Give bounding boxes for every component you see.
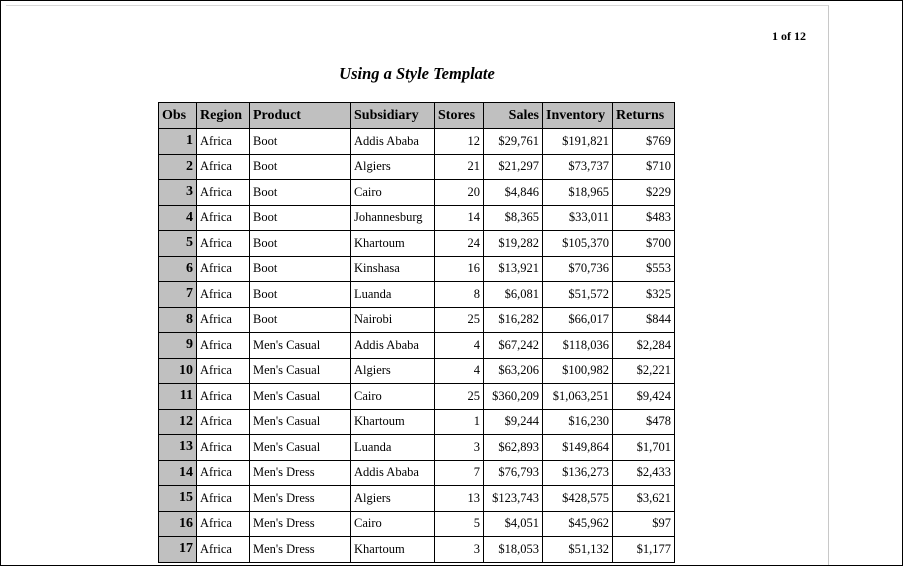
cell-product: Men's Casual (250, 409, 351, 435)
cell-region: Africa (197, 129, 250, 155)
cell-inventory: $1,063,251 (543, 384, 613, 410)
cell-product: Men's Casual (250, 435, 351, 461)
cell-returns: $9,424 (613, 384, 675, 410)
cell-sales: $21,297 (484, 154, 543, 180)
cell-stores: 16 (435, 256, 484, 282)
cell-product: Boot (250, 282, 351, 308)
cell-region: Africa (197, 333, 250, 359)
header-stores: Stores (435, 103, 484, 129)
table-row (159, 333, 675, 359)
page-indicator: 1 of 12 (772, 29, 806, 43)
header-sales: Sales (484, 103, 543, 129)
cell-obs: 13 (159, 435, 197, 461)
cell-stores: 8 (435, 282, 484, 308)
table-row (159, 231, 675, 257)
table-row (159, 256, 675, 282)
cell-obs: 9 (159, 333, 197, 359)
cell-region: Africa (197, 384, 250, 410)
table-row (159, 129, 675, 155)
cell-obs: 3 (159, 180, 197, 206)
cell-product: Men's Dress (250, 486, 351, 512)
cell-subsidiary: Algiers (351, 358, 435, 384)
cell-stores: 12 (435, 129, 484, 155)
cell-returns: $229 (613, 180, 675, 206)
cell-inventory: $149,864 (543, 435, 613, 461)
cell-product: Boot (250, 205, 351, 231)
cell-subsidiary: Khartoum (351, 231, 435, 257)
header-obs: Obs (159, 103, 197, 129)
cell-product: Men's Dress (250, 460, 351, 486)
cell-region: Africa (197, 511, 250, 537)
cell-obs: 10 (159, 358, 197, 384)
cell-returns: $710 (613, 154, 675, 180)
cell-region: Africa (197, 231, 250, 257)
header-row (159, 103, 675, 129)
cell-product: Men's Casual (250, 358, 351, 384)
cell-sales: $18,053 (484, 537, 543, 563)
report-page (6, 5, 829, 566)
cell-product: Boot (250, 129, 351, 155)
cell-sales: $67,242 (484, 333, 543, 359)
cell-stores: 5 (435, 511, 484, 537)
cell-stores: 13 (435, 486, 484, 512)
cell-sales: $8,365 (484, 205, 543, 231)
cell-subsidiary: Algiers (351, 154, 435, 180)
cell-stores: 7 (435, 460, 484, 486)
cell-sales: $6,081 (484, 282, 543, 308)
cell-sales: $16,282 (484, 307, 543, 333)
cell-subsidiary: Addis Ababa (351, 460, 435, 486)
cell-inventory: $136,273 (543, 460, 613, 486)
header-inventory: Inventory (543, 103, 613, 129)
cell-subsidiary: Khartoum (351, 409, 435, 435)
cell-inventory: $73,737 (543, 154, 613, 180)
cell-stores: 25 (435, 384, 484, 410)
cell-returns: $553 (613, 256, 675, 282)
table-row (159, 384, 675, 410)
cell-region: Africa (197, 256, 250, 282)
cell-stores: 25 (435, 307, 484, 333)
cell-subsidiary: Nairobi (351, 307, 435, 333)
cell-sales: $62,893 (484, 435, 543, 461)
header-product: Product (250, 103, 351, 129)
cell-obs: 14 (159, 460, 197, 486)
table-row (159, 435, 675, 461)
cell-product: Men's Casual (250, 384, 351, 410)
cell-obs: 5 (159, 231, 197, 257)
cell-inventory: $118,036 (543, 333, 613, 359)
cell-stores: 14 (435, 205, 484, 231)
cell-sales: $123,743 (484, 486, 543, 512)
cell-product: Men's Dress (250, 537, 351, 563)
cell-region: Africa (197, 460, 250, 486)
cell-obs: 16 (159, 511, 197, 537)
cell-stores: 1 (435, 409, 484, 435)
cell-subsidiary: Addis Ababa (351, 333, 435, 359)
cell-stores: 24 (435, 231, 484, 257)
cell-returns: $478 (613, 409, 675, 435)
cell-product: Boot (250, 231, 351, 257)
cell-returns: $483 (613, 205, 675, 231)
cell-returns: $97 (613, 511, 675, 537)
cell-product: Men's Casual (250, 333, 351, 359)
cell-obs: 8 (159, 307, 197, 333)
cell-returns: $844 (613, 307, 675, 333)
cell-obs: 15 (159, 486, 197, 512)
cell-inventory: $16,230 (543, 409, 613, 435)
cell-obs: 12 (159, 409, 197, 435)
table-row (159, 511, 675, 537)
cell-obs: 1 (159, 129, 197, 155)
cell-obs: 11 (159, 384, 197, 410)
cell-inventory: $51,132 (543, 537, 613, 563)
cell-product: Men's Dress (250, 511, 351, 537)
cell-region: Africa (197, 205, 250, 231)
data-table (158, 102, 675, 563)
cell-returns: $769 (613, 129, 675, 155)
table-row (159, 282, 675, 308)
cell-inventory: $70,736 (543, 256, 613, 282)
cell-stores: 4 (435, 333, 484, 359)
cell-region: Africa (197, 486, 250, 512)
cell-inventory: $100,982 (543, 358, 613, 384)
cell-region: Africa (197, 537, 250, 563)
cell-returns: $2,284 (613, 333, 675, 359)
cell-subsidiary: Kinshasa (351, 256, 435, 282)
cell-product: Boot (250, 307, 351, 333)
cell-product: Boot (250, 154, 351, 180)
cell-inventory: $51,572 (543, 282, 613, 308)
report-title: Using a Style Template (339, 64, 495, 83)
cell-stores: 3 (435, 435, 484, 461)
header-returns: Returns (613, 103, 675, 129)
cell-obs: 4 (159, 205, 197, 231)
cell-returns: $1,177 (613, 537, 675, 563)
cell-sales: $4,846 (484, 180, 543, 206)
table-row (159, 307, 675, 333)
cell-region: Africa (197, 180, 250, 206)
cell-region: Africa (197, 358, 250, 384)
cell-sales: $76,793 (484, 460, 543, 486)
cell-subsidiary: Cairo (351, 384, 435, 410)
cell-region: Africa (197, 409, 250, 435)
table-row (159, 358, 675, 384)
cell-sales: $4,051 (484, 511, 543, 537)
cell-subsidiary: Cairo (351, 511, 435, 537)
cell-returns: $700 (613, 231, 675, 257)
table-row (159, 409, 675, 435)
cell-obs: 7 (159, 282, 197, 308)
cell-stores: 21 (435, 154, 484, 180)
cell-subsidiary: Luanda (351, 282, 435, 308)
cell-subsidiary: Cairo (351, 180, 435, 206)
cell-subsidiary: Luanda (351, 435, 435, 461)
cell-inventory: $18,965 (543, 180, 613, 206)
table-row (159, 180, 675, 206)
cell-region: Africa (197, 307, 250, 333)
cell-sales: $63,206 (484, 358, 543, 384)
cell-region: Africa (197, 435, 250, 461)
header-subsidiary: Subsidiary (351, 103, 435, 129)
cell-stores: 3 (435, 537, 484, 563)
cell-region: Africa (197, 282, 250, 308)
cell-stores: 20 (435, 180, 484, 206)
cell-returns: $1,701 (613, 435, 675, 461)
cell-product: Boot (250, 180, 351, 206)
cell-region: Africa (197, 154, 250, 180)
cell-returns: $325 (613, 282, 675, 308)
cell-inventory: $191,821 (543, 129, 613, 155)
cell-inventory: $33,011 (543, 205, 613, 231)
cell-sales: $360,209 (484, 384, 543, 410)
cell-product: Boot (250, 256, 351, 282)
cell-stores: 4 (435, 358, 484, 384)
cell-inventory: $428,575 (543, 486, 613, 512)
cell-inventory: $105,370 (543, 231, 613, 257)
table-row (159, 460, 675, 486)
cell-sales: $19,282 (484, 231, 543, 257)
table-row (159, 537, 675, 563)
cell-subsidiary: Addis Ababa (351, 129, 435, 155)
table-row (159, 154, 675, 180)
table-row (159, 486, 675, 512)
cell-returns: $2,221 (613, 358, 675, 384)
cell-subsidiary: Algiers (351, 486, 435, 512)
cell-inventory: $45,962 (543, 511, 613, 537)
cell-obs: 2 (159, 154, 197, 180)
table-row (159, 205, 675, 231)
cell-sales: $13,921 (484, 256, 543, 282)
cell-subsidiary: Khartoum (351, 537, 435, 563)
cell-obs: 17 (159, 537, 197, 563)
cell-sales: $29,761 (484, 129, 543, 155)
cell-returns: $3,621 (613, 486, 675, 512)
cell-obs: 6 (159, 256, 197, 282)
header-region: Region (197, 103, 250, 129)
cell-subsidiary: Johannesburg (351, 205, 435, 231)
cell-sales: $9,244 (484, 409, 543, 435)
cell-inventory: $66,017 (543, 307, 613, 333)
cell-returns: $2,433 (613, 460, 675, 486)
